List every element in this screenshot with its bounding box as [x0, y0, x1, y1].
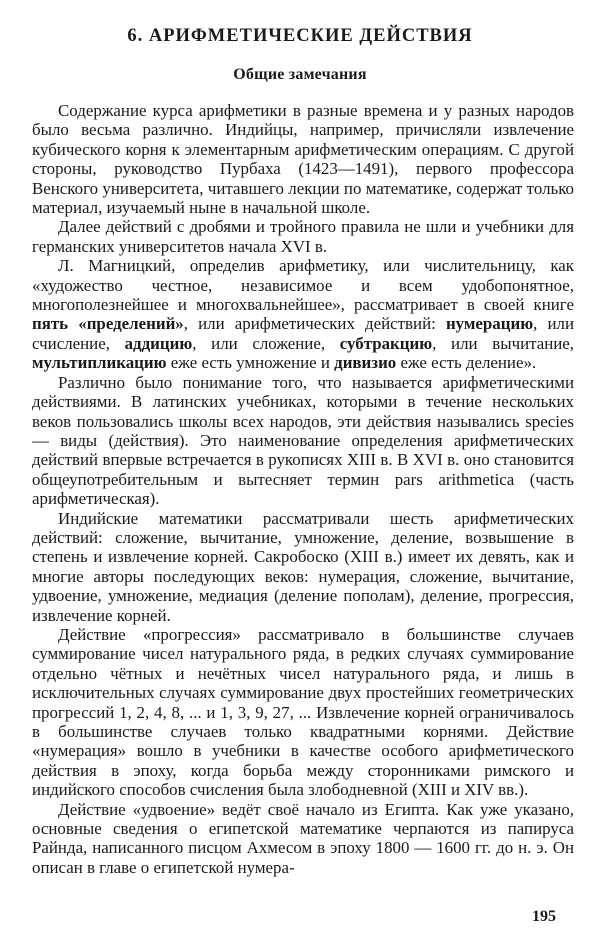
- bold-term: мультипликацию: [32, 353, 167, 373]
- chapter-title: 6. АРИФМЕТИЧЕСКИЕ ДЕЙСТВИЯ: [127, 26, 473, 46]
- bold-term: пять «пределений»: [32, 314, 184, 334]
- paragraph: Л. Магницкий, определив арифметику, или числительницу, как «художество честное, независимое и всем удобопонятное, многополезнейшее и многохвальнейшее», рассматривает в своей книге пять «пределений», или арифметических действий: нумерацию, или счисление, аддицию, или сложение, субтракцию, или вычитание, мультипликацию еже есть умножение и дивизио еже есть деление».: [32, 256, 574, 373]
- bold-term: субтракцию: [339, 333, 433, 353]
- bold-term: нумерацию: [445, 314, 534, 334]
- paragraph: Действие «удвоение» ведёт своё начало из Египта. Как уже указано, основные сведения о египетской математике черпаются из папируса Райнда, написанного писцом Ахмесом в эпоху 1800 — 1600 гг. до н. э. Он описан в главе о египетской нумера-: [32, 799, 574, 877]
- paragraph: Далее действий с дробями и тройного правила не шли и учебники для германских университетов начала XVI в.: [32, 217, 574, 256]
- paragraph: Содержание курса арифметики в разные времена и у разных народов было весьма различно. Индийцы, например, причисляли извлечение кубического корня к элементарным арифметическим операциям. С другой стороны, руководство Пурбаха (1423—1491), первого профессора Венского университета, читавшего лекции по математике, содержат только материал, изучаемый ныне в начальной школе.: [32, 101, 574, 218]
- section-title: Общие замечания: [233, 66, 367, 83]
- bold-term: дивизио: [334, 353, 397, 373]
- paragraph: Индийские математики рассматривали шесть арифметических действий: сложение, вычитание, умножение, деление, возвышение в степень и извлечение корней. Сакробоско (XIII в.) имеет их девять, как и многие авторы последующих веков: нумерация, сложение, вычитание, удвоение, умножение, медиация (деление пополам), деление, прогрессия, извлечение корней.: [32, 508, 574, 625]
- bold-term: аддицию: [124, 333, 193, 353]
- paragraph: Различно было понимание того, что называется арифметическими действиями. В латинских учебниках, которыми в течение нескольких веков пользовались школы всех народов, эти действия назывались species — виды (действия). Это наименование определения арифметических действий впервые встречается в рукописях XIII в. В XVI в. оно становится общеупотребительным и вытесняет термин pars arithmetica (часть арифметическая).: [32, 372, 574, 509]
- paragraph: Действие «прогрессия» рассматривало в большинстве случаев суммирование чисел натурального ряда, в редких случаях суммирование отдельно чётных и нечётных чисел натурального ряда, и лишь в исключительных случаях суммирование двух простейших геометрических прогрессий 1, 2, 4, 8, ... и 1, 3, 9, 27, ... Извлечение корней ограничивалось в большинстве случаев только квадратными корнями. Действие «нумерация» вошло в учебники в качестве особого арифметического действия в эпоху, когда борьба между сторонниками римского и индийского способов счисления была злободневной (XIII и XIV вв.).: [32, 624, 574, 800]
- page-number: 195: [532, 908, 556, 925]
- body-text: [32, 101, 574, 877]
